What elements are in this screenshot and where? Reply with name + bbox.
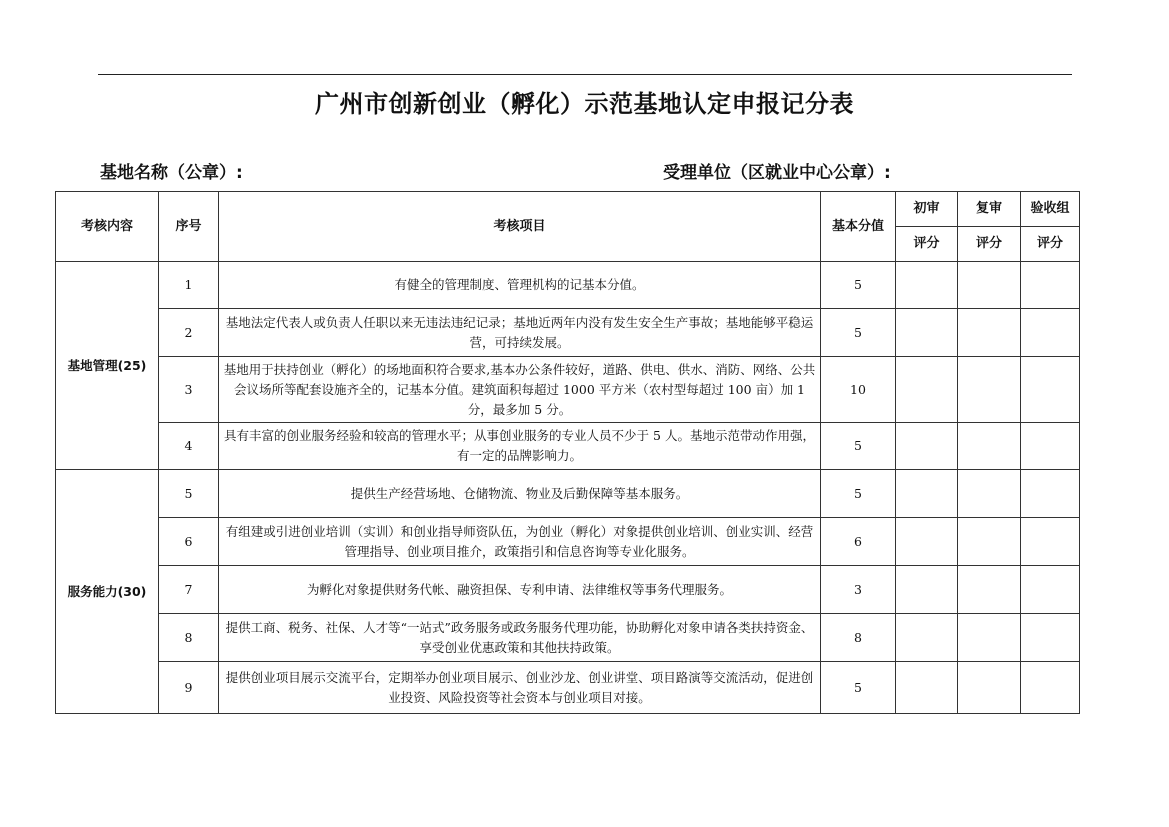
second-score-cell[interactable] — [958, 357, 1021, 423]
row-number: 5 — [159, 470, 219, 518]
second-score-cell[interactable] — [958, 662, 1021, 714]
row-base-score: 8 — [821, 614, 896, 662]
row-base-score: 5 — [821, 470, 896, 518]
score-table — [55, 191, 1080, 714]
table-row — [56, 614, 1080, 662]
initial-score-cell[interactable] — [896, 423, 958, 470]
acceptance-score-cell[interactable] — [1021, 357, 1080, 423]
row-number: 2 — [159, 309, 219, 357]
header-initial-review: 初审 — [896, 192, 958, 227]
second-score-cell[interactable] — [958, 614, 1021, 662]
base-name-label: 基地名称（公章）: — [100, 163, 243, 183]
initial-score-cell[interactable] — [896, 357, 958, 423]
header-acceptance-group: 验收组 — [1021, 192, 1080, 227]
acceptance-score-cell[interactable] — [1021, 262, 1080, 309]
header-initial-score: 评分 — [896, 227, 958, 262]
row-item: 基地法定代表人或负责人任职以来无违法违纪记录；基地近两年内没有发生安全生产事故；基地能够平稳运营，可持续发展。 — [219, 309, 821, 357]
document-title: 广州市创新创业（孵化）示范基地认定申报记分表 — [315, 89, 854, 118]
initial-score-cell[interactable] — [896, 566, 958, 614]
acceptance-score-cell[interactable] — [1021, 470, 1080, 518]
acceptance-score-cell[interactable] — [1021, 423, 1080, 470]
initial-score-cell[interactable] — [896, 518, 958, 566]
table-row — [56, 357, 1080, 423]
row-number: 4 — [159, 423, 219, 470]
initial-score-cell[interactable] — [896, 470, 958, 518]
row-base-score: 5 — [821, 423, 896, 470]
header-second-score: 评分 — [958, 227, 1021, 262]
second-score-cell[interactable] — [958, 262, 1021, 309]
table-row — [56, 518, 1080, 566]
header-base-score: 基本分值 — [821, 192, 896, 262]
row-base-score: 6 — [821, 518, 896, 566]
row-item: 有组建或引进创业培训（实训）和创业指导师资队伍，为创业（孵化）对象提供创业培训、创业实训、经营管理指导、创业项目推介，政策指引和信息咨询等专业化服务。 — [219, 518, 821, 566]
acceptance-score-cell[interactable] — [1021, 518, 1080, 566]
table-row — [56, 662, 1080, 714]
header-item: 考核项目 — [219, 192, 821, 262]
row-base-score: 3 — [821, 566, 896, 614]
acceptance-score-cell[interactable] — [1021, 309, 1080, 357]
acceptance-score-cell[interactable] — [1021, 614, 1080, 662]
row-item: 具有丰富的创业服务经验和较高的管理水平；从事创业服务的专业人员不少于 5 人。基地示范带动作用强，有一定的品牌影响力。 — [219, 423, 821, 470]
second-score-cell[interactable] — [958, 566, 1021, 614]
row-item: 有健全的管理制度、管理机构的记基本分值。 — [219, 262, 821, 309]
row-number: 8 — [159, 614, 219, 662]
header-second-review: 复审 — [958, 192, 1021, 227]
header-category: 考核内容 — [56, 192, 159, 262]
initial-score-cell[interactable] — [896, 262, 958, 309]
row-base-score: 10 — [821, 357, 896, 423]
initial-score-cell[interactable] — [896, 662, 958, 714]
row-number: 3 — [159, 357, 219, 423]
header-acceptance-score: 评分 — [1021, 227, 1080, 262]
second-score-cell[interactable] — [958, 309, 1021, 357]
row-base-score: 5 — [821, 662, 896, 714]
table-row — [56, 470, 1080, 518]
row-item: 提供创业项目展示交流平台，定期举办创业项目展示、创业沙龙、创业讲堂、项目路演等交流活动，促进创业投资、风险投资等社会资本与创业项目对接。 — [219, 662, 821, 714]
row-item: 提供工商、税务、社保、人才等“一站式”政务服务或政务服务代理功能，协助孵化对象申请各类扶持资金、享受创业优惠政策和其他扶持政策。 — [219, 614, 821, 662]
header-row — [56, 192, 1080, 227]
row-item: 基地用于扶持创业（孵化）的场地面积符合要求,基本办公条件较好，道路、供电、供水、消防、网络、公共会议场所等配套设施齐全的，记基本分值。建筑面积每超过 1000 平方米（农村型每超过 100 亩）加 1 分，最多加 5 分。 — [219, 357, 821, 423]
row-base-score: 5 — [821, 262, 896, 309]
header-number: 序号 — [159, 192, 219, 262]
row-number: 9 — [159, 662, 219, 714]
second-score-cell[interactable] — [958, 518, 1021, 566]
row-number: 1 — [159, 262, 219, 309]
top-divider — [98, 74, 1072, 75]
acceptance-score-cell[interactable] — [1021, 662, 1080, 714]
acceptance-score-cell[interactable] — [1021, 566, 1080, 614]
initial-score-cell[interactable] — [896, 309, 958, 357]
second-score-cell[interactable] — [958, 423, 1021, 470]
row-number: 6 — [159, 518, 219, 566]
row-item: 为孵化对象提供财务代帐、融资担保、专利申请、法律维权等事务代理服务。 — [219, 566, 821, 614]
category-cell: 基地管理(25) — [56, 262, 159, 470]
category-cell: 服务能力(30) — [56, 470, 159, 714]
table-row — [56, 262, 1080, 309]
table-row — [56, 423, 1080, 470]
table-row — [56, 566, 1080, 614]
initial-score-cell[interactable] — [896, 614, 958, 662]
second-score-cell[interactable] — [958, 470, 1021, 518]
acceptance-unit-label: 受理单位（区就业中心公章）: — [663, 163, 891, 183]
row-base-score: 5 — [821, 309, 896, 357]
table-row — [56, 309, 1080, 357]
row-number: 7 — [159, 566, 219, 614]
row-item: 提供生产经营场地、仓储物流、物业及后勤保障等基本服务。 — [219, 470, 821, 518]
